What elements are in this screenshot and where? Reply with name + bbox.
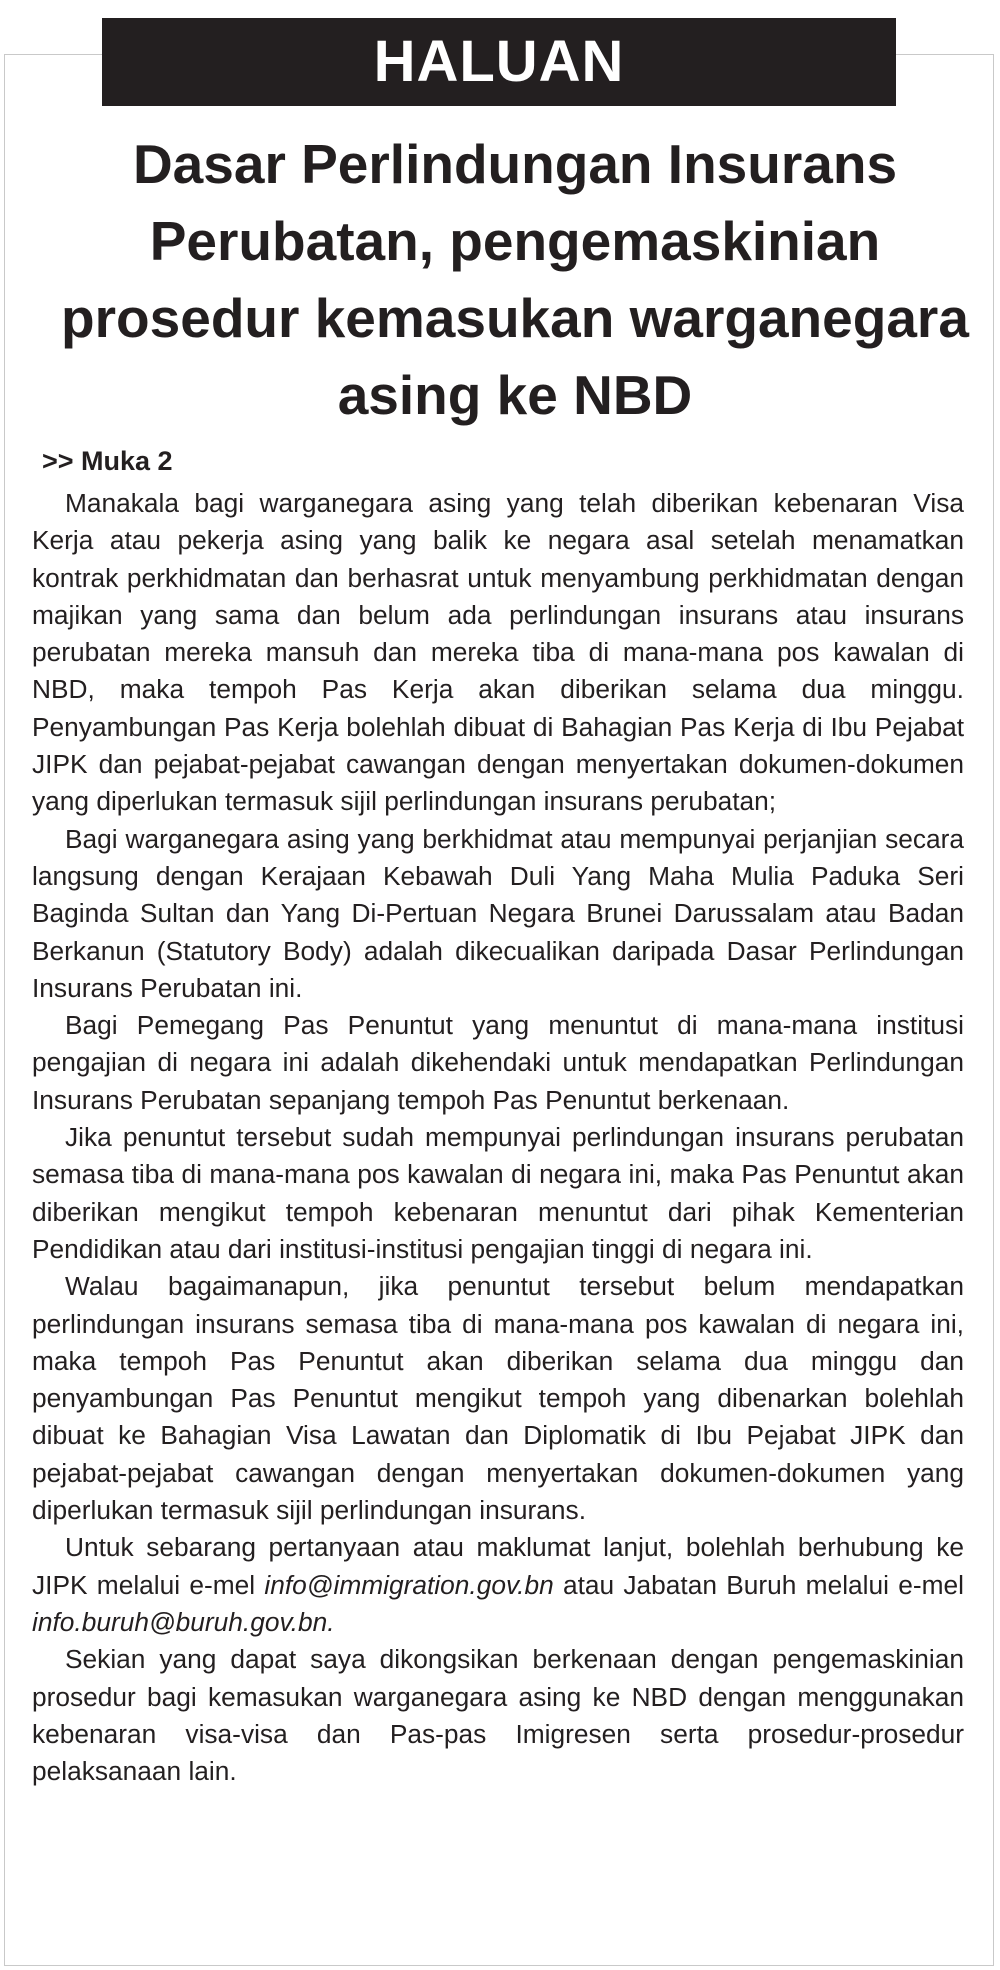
article-paragraph: Manakala bagi warganegara asing yang telah diberikan kebenaran Visa Kerja atau pekerja asing yang balik ke negara asal setelah menamatkan kontrak perkhidmatan dan berhasrat untuk menyambung perkhidmatan dengan majikan yang sama dan belum ada perlindungan insurans atau insurans perubatan mereka mansuh dan mereka tiba di mana-mana pos kawalan di NBD, maka tempoh Pas Kerja akan diberikan selama dua minggu. Penyambungan Pas Kerja bolehlah dibuat di Bahagian Pas Kerja di Ibu Pejabat JIPK dan pejabat-pejabat cawangan dengan menyertakan dokumen-dokumen yang diperlukan termasuk sijil perlindungan insurans perubatan; bbox=[32, 488, 964, 817]
article-paragraph: Bagi Pemegang Pas Penuntut yang menuntut di mana-mana institusi pengajian di negara ini adalah dikehendaki untuk mendapatkan Perlindungan Insurans Perubatan sepanjang tempoh Pas Penuntut berkenaan. bbox=[32, 1010, 964, 1115]
contact-text-intro: Untuk sebarang pertanyaan atau maklumat lanjut, bolehlah berhubung ke JIPK melalui e-mel bbox=[32, 1532, 964, 1600]
article-paragraph: Walau bagaimanapun, jika penuntut tersebut belum mendapatkan perlindungan insurans semasa tiba di mana-mana pos kawalan di negara ini, maka tempoh Pas Penuntut akan diberikan selama dua minggu dan penyambungan Pas Penuntut mengikut tempoh yang dibenarkan bolehlah dibuat ke Bahagian Visa Lawatan dan Diplomatik di Ibu Pejabat JIPK dan pejabat-pejabat cawangan dengan menyertakan dokumen-dokumen yang diperlukan termasuk sijil perlindungan insurans. bbox=[32, 1271, 964, 1526]
labour-email-link[interactable]: info.buruh@buruh.gov.bn. bbox=[32, 1606, 335, 1637]
masthead-title: HALUAN bbox=[373, 29, 625, 94]
contact-text-middle: atau Jabatan Buruh melalui e-mel bbox=[553, 1569, 965, 1600]
closing-paragraph: Sekian yang dapat saya dikongsikan berkenaan dengan pengemaskinian prosedur bagi kemasukan warganegara asing ke NBD dengan menggunakan kebenaran visa-visa dan Pas-pas Imigresen serta prosedur-prosedur pelaksanaan lain. bbox=[32, 1644, 964, 1787]
masthead-banner bbox=[102, 18, 896, 106]
continued-from-label: >> Muka 2 bbox=[42, 446, 173, 476]
immigration-email-link[interactable]: info@immigration.gov.bn bbox=[264, 1569, 554, 1600]
article-body bbox=[32, 485, 964, 1790]
contact-paragraph bbox=[32, 1529, 964, 1641]
article-paragraph: Jika penuntut tersebut sudah mempunyai perlindungan insurans perubatan semasa tiba di mana-mana pos kawalan di negara ini, maka Pas Penuntut akan diberikan mengikut tempoh kebenaran menuntut dari pihak Kementerian Pendidikan atau dari institusi-institusi pengajian tinggi di negara ini. bbox=[32, 1122, 964, 1264]
article-headline: Dasar Perlindungan Insurans Perubatan, pengemaskinian prosedur kemasukan warganegara asing ke NBD bbox=[61, 133, 969, 426]
article-paragraph: Bagi warganegara asing yang berkhidmat atau mempunyai perjanjian secara langsung dengan Kerajaan Kebawah Duli Yang Maha Mulia Paduka Seri Baginda Sultan dan Yang Di-Pertuan Negara Brunei Darussalam atau Badan Berkanun (Statutory Body) adalah dikecualikan daripada Dasar Perlindungan Insurans Perubatan ini. bbox=[32, 823, 964, 1003]
